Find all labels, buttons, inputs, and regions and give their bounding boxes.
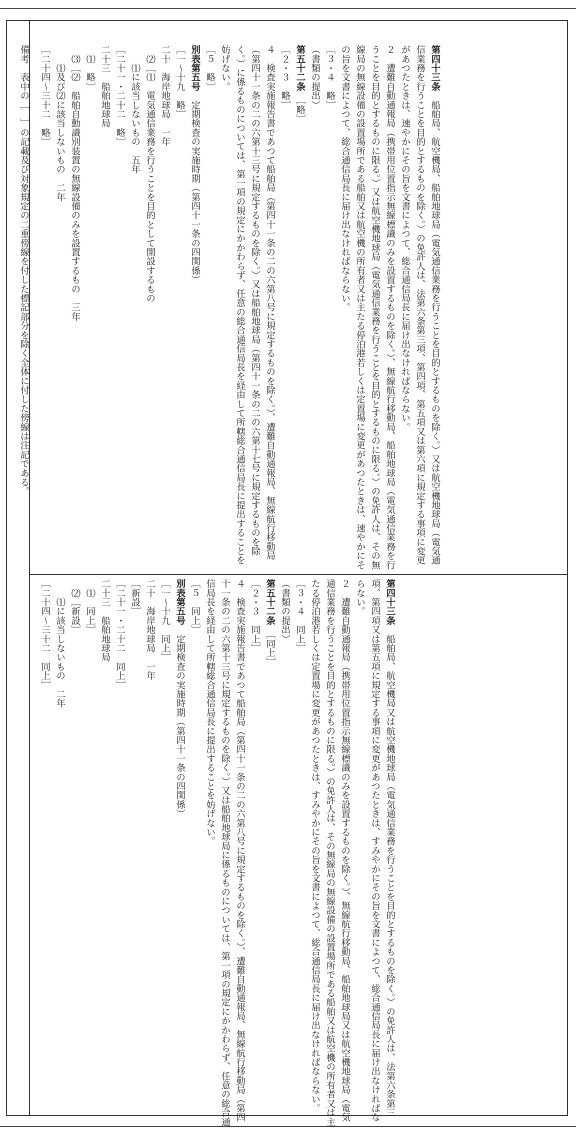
table-5-item-23-sub-2: ⑶［⑵ 船舶自動識別装置の無線設備のみを設置するもの [69,45,80,294]
table-5-item-20: 二十 海岸地球局 [159,45,170,119]
table-5-item-20-sub-1: ⑵［⑴ 電気通信業務を行うことを目的として開設するもの [144,45,155,303]
remarks-text: 備考 表中の［ ］の記載及び対象規定の二重傍線を付した標記部分を除く全体に付した傍線は注記である。 [18,45,29,496]
article-43-para-1: 船舶局、航空機局、船舶地球局（電気通信業務を行うことを目的とするものを除く。）又は航空機地球局（電気通信業務を行うことを目的とするものを除く。）の免許人は、法第六条第三項、第四項、第五項又は第六項に規定する事項に変更があつたときは、速やかにその旨を文書によつて、総合通信局長に届け出なければならない。 [399,45,440,565]
remarks-column [15,43,29,1128]
table-5-item-23: 二十三 船舶地球局 [99,45,110,128]
table-5-item-1-19: ［一～十九 略］ [174,45,185,119]
table-5-item-20-sub-2: ⑴に該当しないもの [129,45,140,147]
article-43-para-3-4: ［３・４ 略］ [324,45,335,110]
article-52-para-2-3: ［２・３ 同上］ [249,579,260,653]
article-43-para-2: ２ 遭難自動通報局（携帯用位置指示無線標識のみを設置するものを除く。）、無線航行移動局、船舶地球局（電気通信業務を行うことを目的とするものに限る。）又は航空機地球局（電気通信業務を行うことを目的とするものに限る。）の免許人は、その無線局の無線設備の設置場所である船舶又は航空機の所有者又は主たる停泊港若しくは定置場に変更があつたときは、速やかにその旨を文書によつて、総合通信局長に届け出なければならない。 [339,45,395,570]
table-5-item-23-sub-2-period: 三年 [69,302,80,322]
para-5: ［５ 略］ [204,45,215,91]
comparison-table [6,20,568,1127]
table-5-item-23-sub-3: ⑴に該当しないもの [54,579,65,681]
table-5-item-20-period: 一年 [159,127,170,147]
table-5-item-24-32: ［二十四～三十二 略］ [39,45,50,147]
top-rule [0,8,576,9]
article-52-para-4: ４ 検査実施報告書であつて船舶局（第四十一条の二の六第八号に規定するものを除く。）、遭難自動通報局、無線航行移動局（第四十一条の二の六第十三号に規定するものを除く。）又は船舶地球局（第四十一条の二の六第十七号に規定するものを除く。）に係るものについては、第一項の規定にかかわらず、任意の総合通信局長を経由して所轄総合通信局長に提出することを妨げない。 [219,45,275,565]
documents-heading: （書類の提出） [279,579,290,644]
article-52-omitted: ［同上］ [264,625,275,667]
table-5-item-20-period: 一年 [144,661,155,681]
article-52-para-4: ４ 検査実施報告書であつて船舶局（第四十一条の二の六第八号に規定するものを除く。）、遭難自動通報局、無線航行移動局（第四十一条の二の六第十三号に規定するものを除く。）又は船舶地球局に係るものについては、第一項の規定にかかわらず、任意の総合通信局長を経由して所轄総合通信局長に提出することを妨げない。 [204,579,245,1127]
table-5-item-23-sub-3-period: 二年 [54,689,65,708]
article-52-title: 第五十二条 [264,579,275,625]
table-5-title: 別表第五号 [189,45,200,91]
table-5-subtitle: 定期検査の実施時期（第四十一条の四関係） [174,625,185,819]
old-new-divider [29,574,567,575]
table-5-item-21-22: ［二十一・二十二 同上］ [114,579,125,690]
article-43-title: 第四十三条 [429,45,440,91]
table-5-item-24-32: ［二十四～三十二 同上］ [39,579,50,690]
table-5-title: 別表第五号 [174,579,185,625]
table-5-item-20-sub-2-period: 五年 [129,155,140,174]
article-52-para-2-3: ［２・３ 略］ [279,45,290,110]
table-5-item-21-22: ［二十一・二十二 略］ [114,45,125,147]
article-52-title: 第五十二条 [294,45,305,91]
table-5-item-23-sub-1: ⑴ 略］ [84,45,95,91]
table-5-item-23-sub-1: ⑴ 同上］ [84,579,95,635]
article-43-title: 第四十三条 [384,579,395,625]
table-5-item-20: 二十 海岸地球局 [144,579,155,653]
documents-heading: （書類の提出） [309,45,320,110]
table-5-item-23-sub-3: ⑴及び⑵に該当しないもの [54,45,65,174]
article-52-omitted: ［略］ [294,91,305,124]
article-43-para-3-4: ［３・４ 同上］ [294,579,305,653]
table-5-item-23-sub-2: ⑵［新設］ [69,579,80,635]
article-43-para-1: 船舶局、航空機局又は航空機地球局（電気通信業務を行うことを目的とするものを除く。）の免許人は、法第六条第三項、第四項又は第五項に規定する事項に変更があつたときは、すみやかにその旨を文書によつて、総合通信局長に届け出なければならない。 [354,579,395,1122]
table-5-item-20-sub-new: ［新設］ [129,579,140,616]
article-43-para-2: ２ 遭難自動通報局（携帯用位置指示無線標識のみを設置するものを除く。）、無線航行移動局、船舶地球局又は航空機地球局（電気通信業務を行うことを目的とするものに限る。）の免許人は、その無線局の無線設備の設置場所である船舶又は航空機の所有者又は主たる停泊港若しくは定置場に変更があつたときは、すみやかにその旨を文書によつて、総合通信局長に届け出なければならない。 [309,579,350,1127]
new-text-pane [35,577,573,1132]
para-5: ［５ 同上］ [189,579,200,635]
table-5-subtitle: 定期検査の実施時期（第四十一条の四関係） [189,91,200,285]
table-5-item-1-19: ［一～十九 同上］ [159,579,170,662]
table-5-item-23-sub-3-period: 二年 [54,183,65,202]
table-5-item-23: 二十三 船舶地球局 [99,579,110,662]
old-text-pane [35,43,573,573]
